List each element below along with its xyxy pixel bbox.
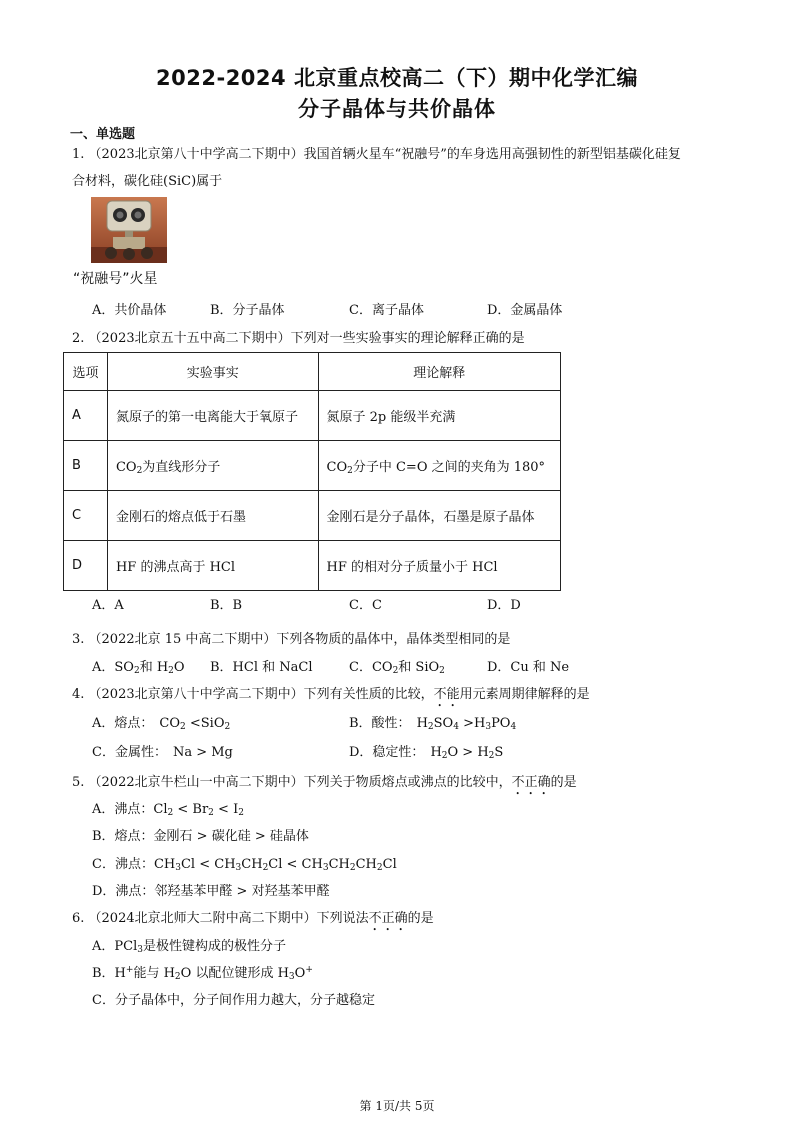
question-1-option-d[interactable]: D．金属晶体 (487, 303, 563, 318)
table-row (64, 491, 561, 541)
question-2-stem: 2. （2023北京五十五中高二下期中）下列对一些实验事实的理论解释正确的是 (72, 331, 525, 346)
question-5-option-d[interactable]: D．沸点：邻羟基苯甲醛 > 对羟基苯甲醛 (92, 884, 330, 899)
table-header-fact: 实验事实 (107, 353, 318, 391)
table-cell-label: C (64, 491, 108, 541)
question-3-option-a[interactable]: A．$SO_2$和 $H_2O$ (92, 660, 185, 676)
question-1-stem-line2: 合材料，碳化硅(SiC)属于 (72, 174, 223, 189)
document-title: 2022-2024 北京重点校高二（下）期中化学汇编 (156, 66, 638, 90)
question-5-option-a[interactable]: A．沸点：$Cl_2 < Br_2 < I_2$ (92, 802, 244, 818)
question-6-stem: 6. （2024北京北师大二附中高二下期中）下列说法不正确的是 (72, 911, 434, 926)
table-cell-theory: $CO_2$分子中 C=O 之间的夹角为 180° (318, 441, 561, 491)
question-3-option-b[interactable]: B．HCl 和 NaCl (210, 660, 313, 675)
question-2-option-b[interactable]: B．B (210, 598, 243, 613)
question-3-option-c[interactable]: C．$CO_2$和 SiO$_2$ (349, 660, 445, 676)
question-4-option-a[interactable]: A．熔点： $CO_2 <SiO_2$ (92, 716, 231, 732)
question-5-option-b[interactable]: B．熔点：金刚石 > 碳化硅 > 硅晶体 (92, 829, 309, 844)
experiment-table (63, 352, 561, 591)
question-1-stem-line1: 1. （2023北京第八十中学高二下期中）我国首辆火星车“祝融号”的车身选用高强韧性的新型铝基碳化硅复 (72, 147, 681, 162)
question-4-option-b[interactable]: B．酸性： $H_2SO_4 >H_3PO_4$ (349, 716, 517, 732)
question-3-option-d[interactable]: D．Cu 和 Ne (487, 660, 570, 675)
table-cell-fact: HF 的沸点高于 HCl (107, 541, 318, 591)
question-4-option-d[interactable]: D．稳定性： $H_2O > H_2S$ (349, 745, 504, 761)
mars-rover-image (91, 197, 167, 263)
table-row (64, 391, 561, 441)
question-4-stem: 4. （2023北京第八十中学高二下期中）下列有关性质的比较，不能用元素周期律解释的是 (72, 687, 590, 702)
question-2-option-c[interactable]: C．C (349, 598, 382, 613)
table-cell-fact: 氮原子的第一电离能大于氧原子 (107, 391, 318, 441)
table-cell-theory: 氮原子 2p 能级半充满 (318, 391, 561, 441)
question-1-option-c[interactable]: C．离子晶体 (349, 303, 424, 318)
table-header-row (64, 353, 561, 391)
question-4-option-c[interactable]: C．金属性： Na > Mg (92, 745, 233, 760)
section-heading: 一、单选题 (70, 127, 136, 142)
image-caption: “祝融号”火星 (73, 271, 158, 287)
table-cell-theory: HF 的相对分子质量小于 HCl (318, 541, 561, 591)
page-footer: 第 1页/共 5页 (359, 1099, 435, 1113)
table-header-option: 选项 (64, 353, 108, 391)
question-2-option-d[interactable]: D．D (487, 598, 521, 613)
table-row (64, 441, 561, 491)
document-subtitle: 分子晶体与共价晶体 (298, 97, 496, 121)
table-cell-fact: $CO_2$为直线形分子 (107, 441, 318, 491)
table-cell-theory: 金刚石是分子晶体，石墨是原子晶体 (318, 491, 561, 541)
question-6-option-b[interactable]: B．H+能与 $H_2O$ 以配位键形成 $H_3O^+$ (92, 965, 313, 982)
question-1-option-b[interactable]: B．分子晶体 (210, 303, 285, 318)
question-5-option-c[interactable]: C．沸点：$CH_3Cl < CH_3CH_2Cl < CH_3CH_2CH_2Cl$ (92, 857, 397, 873)
table-cell-label: D (64, 541, 108, 591)
question-5-stem: 5. （2022北京牛栏山一中高二下期中）下列关于物质熔点或沸点的比较中，不正确的是 (72, 775, 577, 790)
table-cell-fact: 金刚石的熔点低于石墨 (107, 491, 318, 541)
table-cell-label: A (64, 391, 108, 441)
question-3-stem: 3. （2022北京 15 中高二下期中）下列各物质的晶体中，晶体类型相同的是 (72, 632, 511, 647)
table-cell-label: B (64, 441, 108, 491)
question-6-option-c[interactable]: C．分子晶体中，分子间作用力越大，分子越稳定 (92, 993, 375, 1008)
table-row (64, 541, 561, 591)
question-2-option-a[interactable]: A．A (92, 598, 124, 613)
table-header-theory: 理论解释 (318, 353, 561, 391)
question-1-option-a[interactable]: A．共价晶体 (92, 303, 167, 318)
question-6-option-a[interactable]: A．PCl$_3$是极性键构成的极性分子 (92, 939, 286, 955)
